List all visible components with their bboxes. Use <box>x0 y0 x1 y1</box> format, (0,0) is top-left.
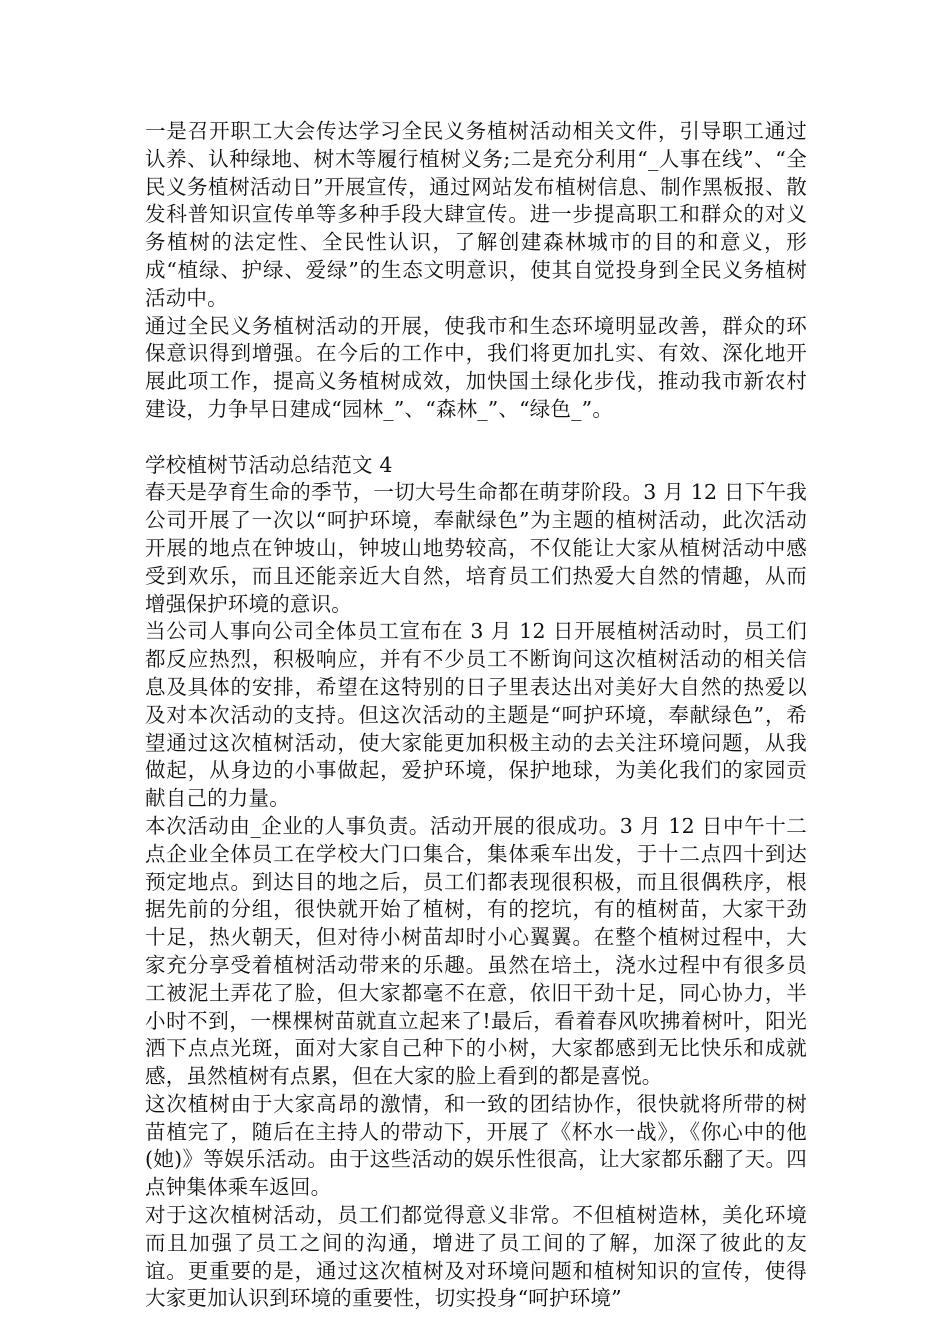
paragraph: 对于这次植树活动，员工们都觉得意义非常。不但植树造林，美化环境而且加强了员工之间的沟通，增进了员工间的了解，加深了彼此的友谊。更重要的是，通过这次植树及对环境问题和植树知识的宣传，使得大家更加认识到环境的重要性，切实投身“呵护环境” <box>145 1203 807 1311</box>
paragraph: 本次活动由_企业的人事负责。活动开展的很成功。3 月 12 日中午十二点企业全体员工在学校大门口集合，集体乘车出发，于十二点四十到达预定地点。到达目的地之后，员工们都表现很积极，而且很偶秩序，根据先前的分组，很快就开始了植树，有的挖坑，有的植树苗，大家干劲十足，热火朝天，但对待小树苗却时小心翼翼。在整个植树过程中，大家充分享受着植树活动带来的乐趣。虽然在培土，浇水过程中有很多员工被泥土弄花了脸，但大家都毫不在意，依旧干劲十足，同心协力，半小时不到，一棵棵树苗就直立起来了!最后，看着春风吹拂着树叶，阳光洒下点点光斑，面对大家自己种下的小树，大家都感到无比快乐和成就感，虽然植树有点累，但在大家的脸上看到的都是喜悦。 <box>145 813 807 1089</box>
paragraph: 春天是孕育生命的季节，一切大号生命都在萌芽阶段。3 月 12 日下午我公司开展了一次以“呵护环境，奉献绿色”为主题的植树活动，此次活动开展的地点在钟坡山，钟坡山地势较高，不仅能让大家从植树活动中感受到欢乐，而且还能亲近大自然，培育员工们热爱大自然的情趣，从而增强保护环境的意识。 <box>145 480 807 616</box>
paragraph: 这次植树由于大家高昂的激情，和一致的团结协作，很快就将所带的树苗植完了，随后在主持人的带动下，开展了《杯水一战》，《你心中的他(她)》等娱乐活动。由于这些活动的娱乐性很高，让大家都乐翻了天。四点钟集体乘车返回。 <box>145 1091 807 1200</box>
section-heading: 学校植树节活动总结范文 4 <box>145 452 393 477</box>
paragraph: 当公司人事向公司全体员工宣布在 3 月 12 日开展植树活动时，员工们都反应热烈，积极响应，并有不少员工不断询问这次植树活动的相关信息及具体的安排，希望在这特别的日子里表达出对美好大自然的热爱以及对本次活动的支持。但这次活动的主题是“呵护环境，奉献绿色”，希望通过这次植树活动，使大家能更加积极主动的去关注环境问题，从我做起，从身边的小事做起，爱护环境，保护地球，为美化我们的家园贡献自己的力量。 <box>145 619 807 811</box>
paragraph-spacer <box>145 424 807 452</box>
document-body <box>145 118 807 1313</box>
paragraph: 通过全民义务植树活动的开展，使我市和生态环境明显改善，群众的环保意识得到增强。在今后的工作中，我们将更加扎实、有效、深化地开展此项工作，提高义务植树成效，加快国土绿化步伐，推动我市新农村建设，力争早日建成“园林_”、“森林_”、“绿色_”。 <box>145 313 807 421</box>
paragraph: 一是召开职工大会传达学习全民义务植树活动相关文件，引导职工通过认养、认种绿地、树木等履行植树义务;二是充分利用“_人事在线”、“全民义务植树活动日”开展宣传，通过网站发布植树信息、制作黑板报、散发科普知识宣传单等多种手段大肆宣传。进一步提高职工和群众的对义务植树的法定性、全民性认识，了解创建森林城市的目的和意义，形成“植绿、护绿、爱绿”的生态文明意识，使其自觉投身到全民义务植树活动中。 <box>145 119 807 310</box>
